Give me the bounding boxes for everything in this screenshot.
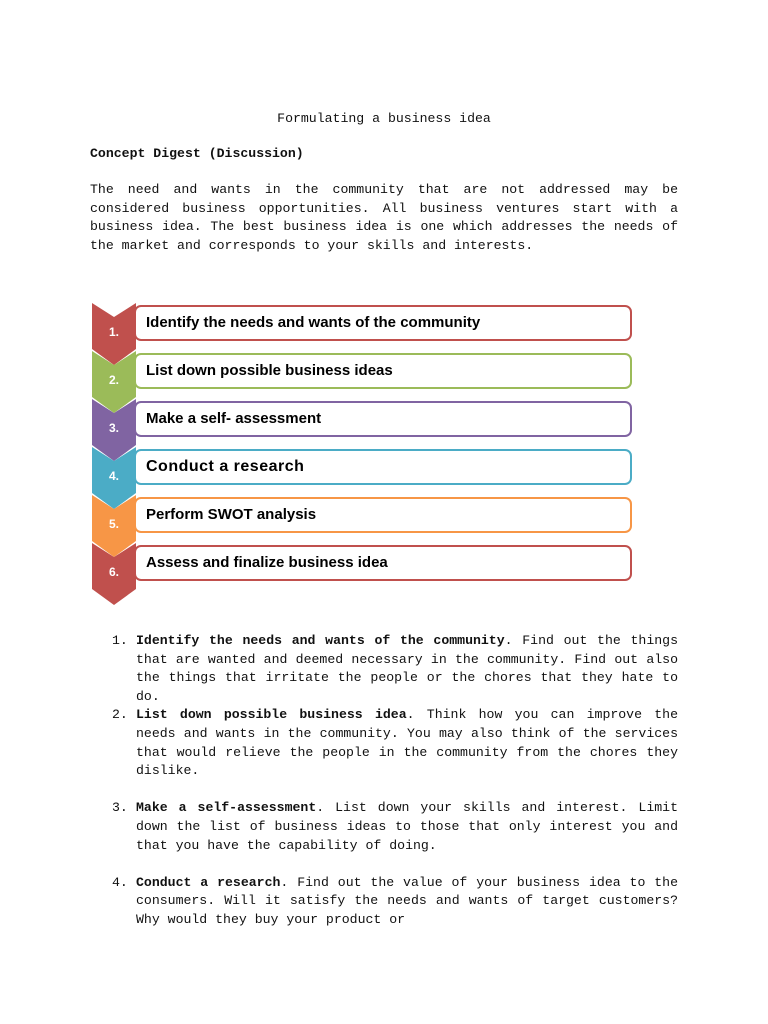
steps-diagram — [92, 303, 637, 608]
step-box-5 — [134, 497, 632, 533]
step-box-4 — [134, 449, 632, 485]
list-item — [112, 632, 678, 706]
step-label-3: Make a self- assessment — [146, 410, 322, 427]
list-item-number: 1. — [112, 633, 128, 648]
step-number-3: 3. — [108, 421, 119, 435]
list-item-term: Conduct a research — [136, 874, 281, 890]
list-item-text: . Find out the things that are wanted and deemed necessary in the community. Find out also the things that irritate the people or the chores that they hate to do. — [136, 633, 678, 704]
step-box-3 — [134, 401, 632, 437]
list-item-text: . Think how you can improve the needs and wants in the community. You may also think of the services that would relieve the people in the community from the chores they dislike. — [136, 707, 679, 779]
list-item-text: . List down your skills and interest. Limit down the list of business ideas to those that only interest you and that you have the capability of doing. — [136, 800, 679, 853]
step-box-6 — [134, 545, 632, 581]
list-item — [112, 874, 678, 930]
list-item-term: Make a self-assessment — [136, 800, 317, 816]
section-heading: Concept Digest (Discussion) — [90, 146, 304, 161]
step-label-5: Perform SWOT analysis — [146, 506, 317, 523]
page-title: Formulating a business idea — [277, 111, 491, 126]
step-number-4: 4. — [108, 469, 119, 483]
step-number-2: 2. — [108, 373, 119, 387]
step-label-2: List down possible business ideas — [146, 362, 393, 379]
step-label-4: Conduct a research — [146, 458, 305, 475]
list-item — [112, 706, 678, 780]
step-label-6: Assess and finalize business idea — [146, 554, 388, 571]
list-item-number: 3. — [112, 800, 128, 816]
list-item-text: . Find out the value of your business idea to the consumers. Will it satisfy the needs and wants of target customers? Why would they buy your product or — [136, 874, 679, 927]
intro-paragraph: The need and wants in the community that are not addressed may be considered business opportunities. All business ventures start with a business idea. The best business idea is one which addresses the needs of the market and corresponds to your skills and interests. — [90, 182, 678, 253]
list-item-term: Identify the needs and wants of the community — [136, 633, 505, 648]
list-item-number: 4. — [112, 874, 128, 890]
step-box-2 — [134, 353, 632, 389]
detail-list — [112, 632, 678, 930]
step-number-5: 5. — [108, 517, 119, 531]
list-item — [112, 799, 678, 855]
step-number-6: 6. — [108, 565, 119, 579]
list-item-number: 2. — [112, 707, 128, 723]
step-chevron-6 — [92, 543, 136, 605]
step-number-1: 1. — [108, 325, 119, 339]
step-label-1: Identify the needs and wants of the community — [146, 314, 481, 331]
step-box-1 — [134, 305, 632, 341]
list-item-term: List down possible business idea — [136, 707, 407, 723]
